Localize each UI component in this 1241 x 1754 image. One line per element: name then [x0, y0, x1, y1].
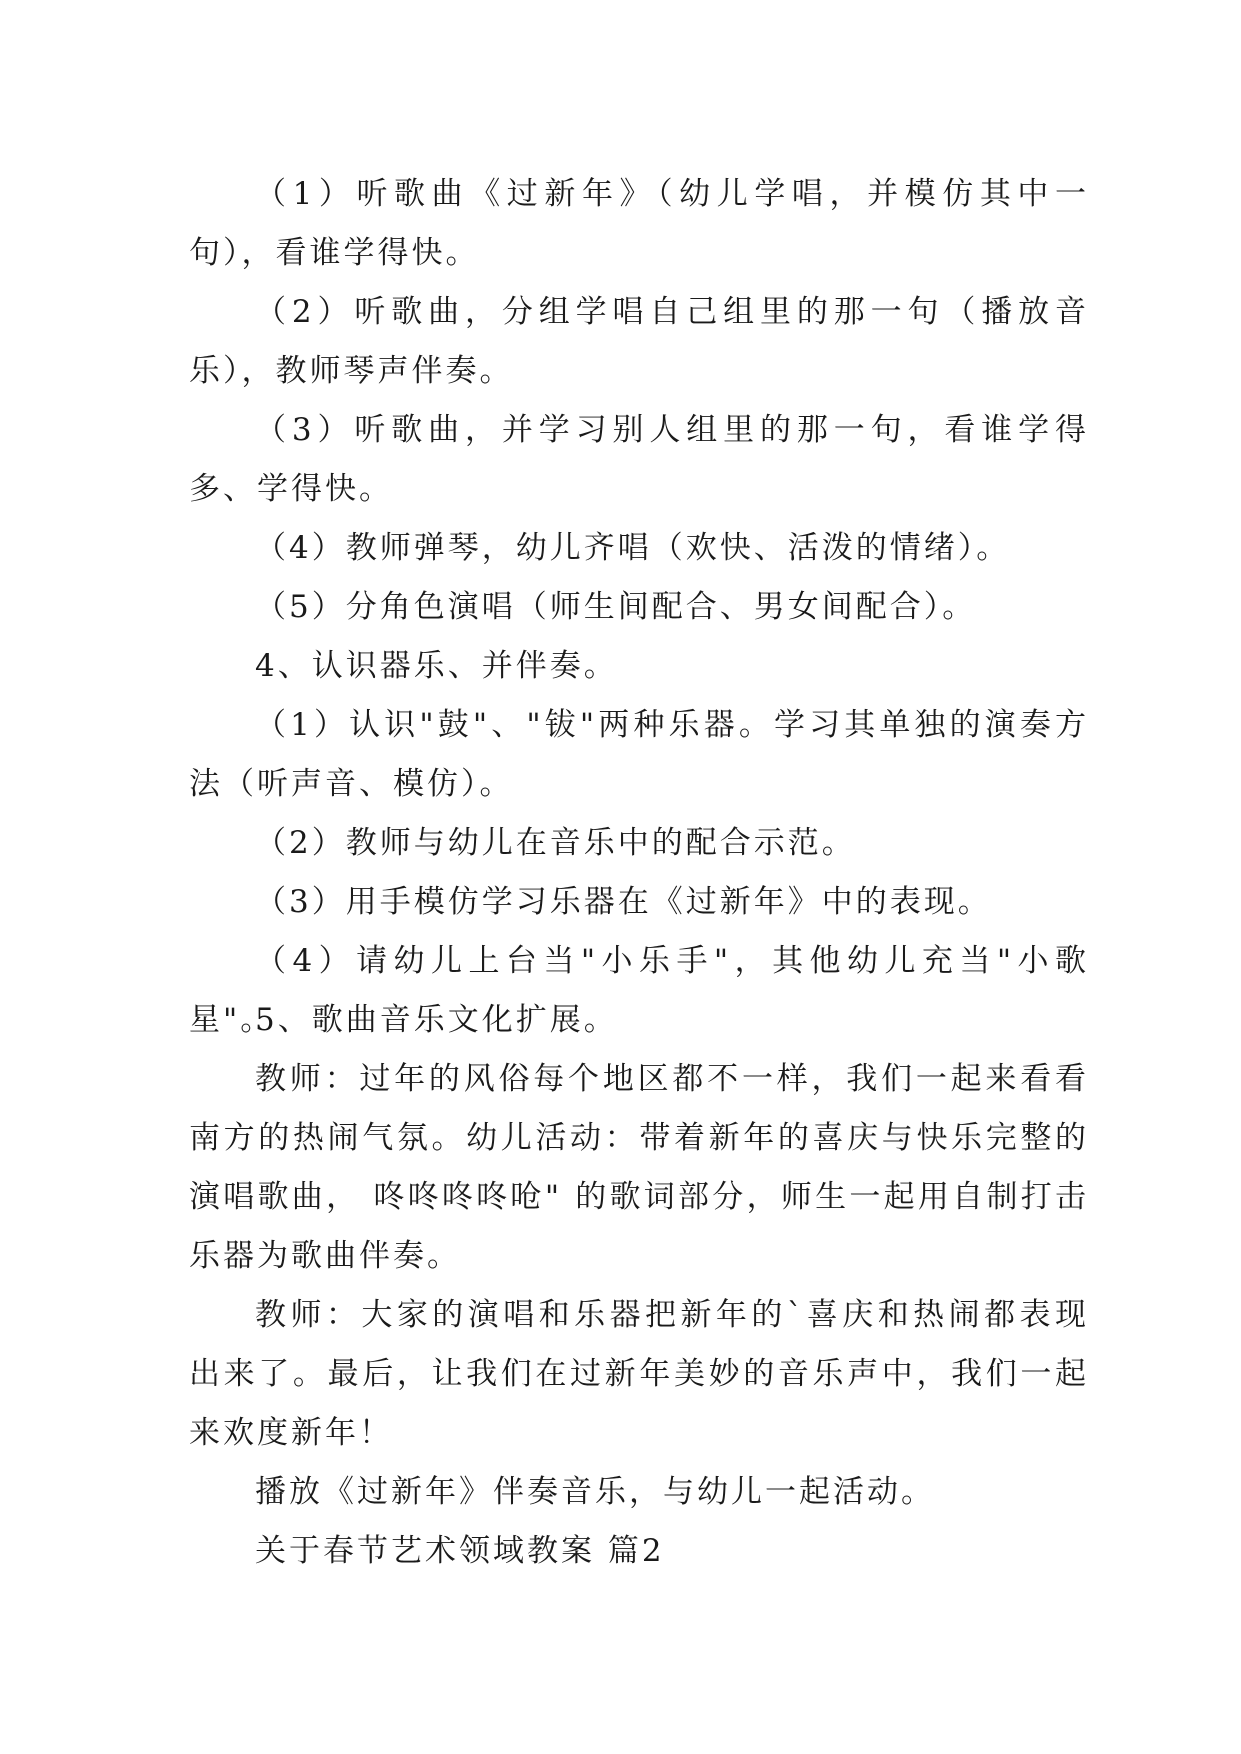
paragraph-step-2: （2）听歌曲，分组学唱自己组里的那一句（播放音乐），教师琴声伴奏。: [189, 294, 1089, 389]
section-heading-instruments: 4、认识器乐、并伴奏。: [255, 648, 618, 684]
paragraph-step-4: （4）教师弹琴，幼儿齐唱（欢快、活泼的情绪）。: [255, 530, 1011, 566]
paragraph-instrument-3: （3）用手模仿学习乐器在《过新年》中的表现。: [255, 884, 992, 920]
paragraph-step-5: （5）分角色演唱（师生间配合、男女间配合）。: [255, 589, 977, 625]
section-title-part-2: 关于春节艺术领域教案 篇2: [255, 1533, 665, 1569]
section-heading-culture: 5、歌曲音乐文化扩展。: [255, 1002, 618, 1038]
paragraph-teacher-1: 教师：过年的风俗每个地区都不一样，我们一起来看看南方的热闹气氛。幼儿活动：带着新年的喜庆与快乐完整的演唱歌曲， 咚咚咚咚呛" 的歌词部分，师生一起用自制打击乐器为歌曲伴奏。: [189, 1061, 1089, 1274]
paragraph-instrument-2: （2）教师与幼儿在音乐中的配合示范。: [255, 825, 856, 861]
paragraph-instrument-1: （1）认识"鼓"、"钹"两种乐器。学习其单独的演奏方法（听声音、模仿）。: [189, 707, 1089, 802]
paragraph-instrument-4: （4）请幼儿上台当"小乐手"，其他幼儿充当"小歌星"。: [189, 943, 1089, 1038]
paragraph-step-3: （3）听歌曲，并学习别人组里的那一句，看谁学得多、学得快。: [189, 412, 1089, 507]
paragraph-closing: 播放《过新年》伴奏音乐，与幼儿一起活动。: [255, 1474, 935, 1510]
paragraph-step-1: （1）听歌曲《过新年》（幼儿学唱，并模仿其中一句），看谁学得快。: [189, 176, 1089, 271]
paragraph-teacher-2: 教师：大家的演唱和乐器把新年的`喜庆和热闹都表现出来了。最后，让我们在过新年美妙的音乐声中，我们一起来欢度新年！: [189, 1297, 1089, 1451]
